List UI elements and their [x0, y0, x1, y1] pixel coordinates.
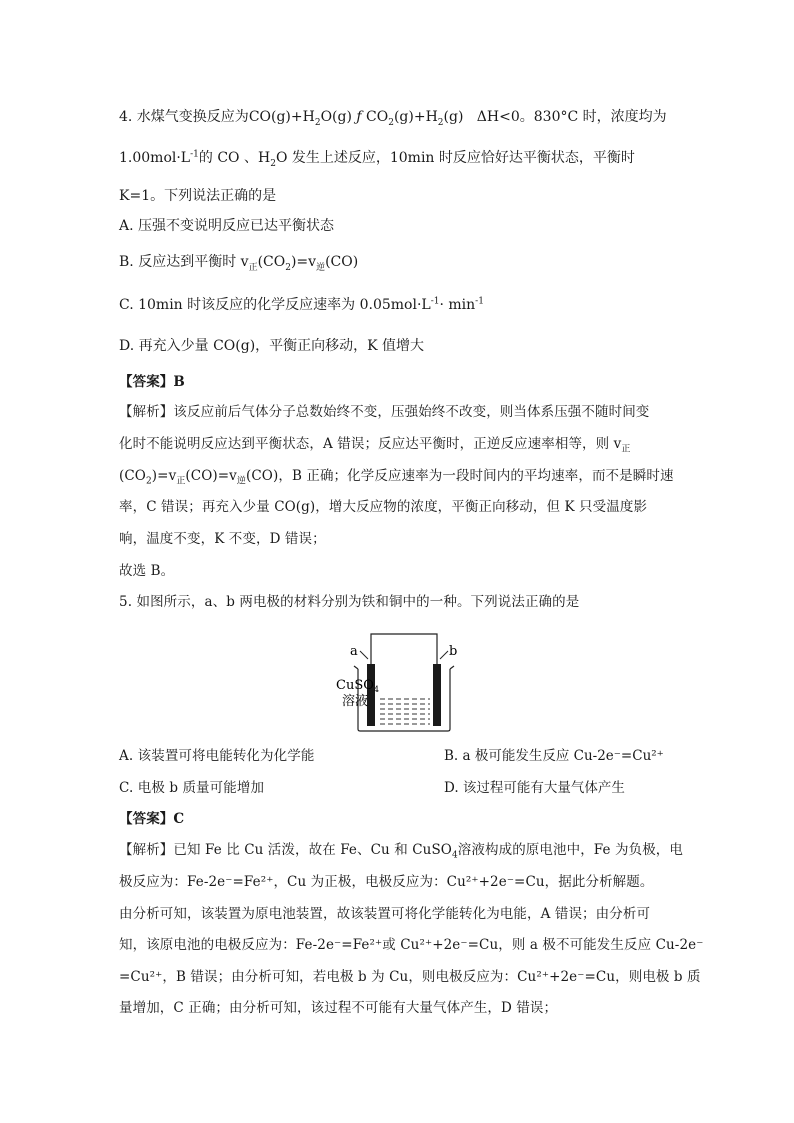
q5-analysis-line6: 量增加，C 正确；由分析可知，该过程不可能有大量气体产生，D 错误；	[119, 1000, 558, 1016]
q5-option-d: D. 该过程可能有大量气体产生	[444, 780, 625, 796]
q4-analysis-line5: 响，温度不变，K 不变，D 错误；	[119, 531, 326, 547]
q5-analysis-line3: 由分析可知，该装置为原电池装置，故该装置可将化学能转化为电能，A 错误；由分析可	[119, 906, 651, 922]
q4-option-a: A. 压强不变说明反应已达平衡状态	[119, 218, 335, 234]
equilibrium-arrow-icon: ƒ	[351, 109, 367, 125]
q5-analysis-line4: 知，该原电池的电极反应为：Fe-2e⁻=Fe²⁺或 Cu²⁺+2e⁻=Cu，则 a 极不可能发生反应 Cu-2e⁻	[119, 937, 704, 953]
q4-stem-line3: K=1。下列说法正确的是	[119, 188, 277, 204]
connecting-wire	[371, 634, 437, 664]
solution-surface	[380, 699, 430, 724]
q4-analysis-line1: 【解析】该反应前后气体分子总数始终不变，压强始终不改变，则当体系压强不随时间变	[119, 404, 650, 420]
q4-stem-line2: $1.00mol\cdot L^{-1}$的 CO 、$H_2O$ 发生上述反应，10min 时反应恰好达平衡状态，平衡时	[119, 149, 635, 169]
electrode-b-label: b	[449, 644, 458, 659]
electrode-a	[367, 664, 375, 726]
solution-label-line1: CuSO$_4$	[336, 678, 379, 694]
electrode-b	[433, 664, 441, 726]
q5-analysis-line2: 极反应为：Fe-2e⁻=Fe²⁺，Cu 为正极，电极反应为：Cu²⁺+2e⁻=Cu，据此分析解题。	[119, 874, 654, 890]
q5-option-a: A. 该装置可将电能转化为化学能	[119, 748, 315, 764]
q4-option-b: B. 反应达到平衡时 $v_正(CO_2)=v_逆(CO)$	[119, 254, 359, 273]
q4-analysis-line4: 率，C 错误；再充入少量 CO(g)，增大反应物的浓度，平衡正向移动，但 K 只受温度影	[119, 499, 648, 515]
q4-analysis-line3: $(CO_2)=v_正(CO)=v_逆(CO)$，B 正确；化学反应速率为一段时间内的平均速率，而不是瞬时速	[119, 468, 674, 487]
q5-option-b: B. a 极可能发生反应 Cu-2e⁻=Cu²⁺	[444, 748, 664, 764]
q5-option-c: C. 电极 b 质量可能增加	[119, 780, 265, 796]
solution-label-line2: 溶液	[342, 694, 369, 709]
q4-option-c: C. 10min 时该反应的化学反应速率为 $0.05mol\cdot L^{-1}\cdot \min^{-1}$	[119, 296, 484, 313]
q4-analysis-line6: 故选 B。	[119, 563, 175, 579]
q4-answer: 【答案】B	[119, 374, 185, 390]
q5-stem: 5. 如图所示，a、b 两电极的材料分别为铁和铜中的一种。下列说法正确的是	[119, 594, 580, 610]
q5-analysis-line5: =Cu²⁺，B 错误；由分析可知，若电极 b 为 Cu，则电极反应为：Cu²⁺+2e⁻=Cu，则电极 b 质	[119, 969, 701, 985]
q4-stem-line1: 4. 水煤气变换反应为$CO(g)+H_2O(g)$ ƒ $CO_2(g)+H_2(g)$ ΔH<0。830°C 时，浓度均为	[119, 109, 667, 128]
electrode-a-label: a	[350, 644, 358, 659]
q5-analysis-line1: 【解析】已知 Fe 比 Cu 活泼，故在 Fe、Cu 和 CuSO$_4$溶液构成的原电池中，Fe 为负极，电	[119, 842, 684, 861]
q4-analysis-line2: 化时不能说明反应达到平衡状态，A 错误；反应达平衡时，正逆反应速率相等，则 $v_正$	[119, 436, 631, 455]
galvanic-cell-diagram	[330, 625, 480, 735]
q5-answer: 【答案】C	[119, 811, 185, 827]
q4-option-d: D. 再充入少量 CO(g)，平衡正向移动，K 值增大	[119, 338, 425, 354]
